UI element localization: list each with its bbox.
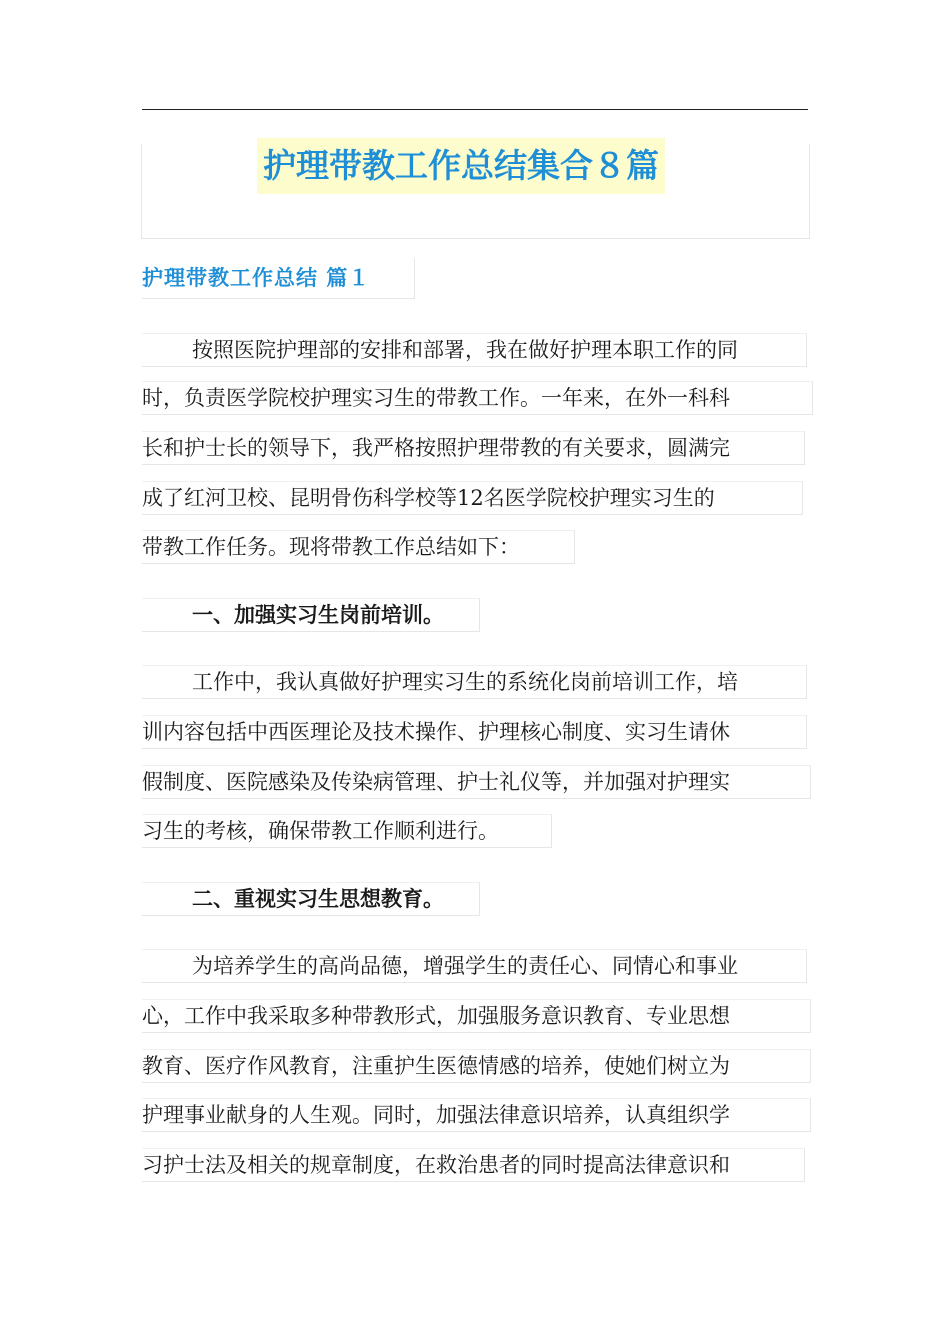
paragraph-line: 护理事业献身的人生观。同时，加强法律意识培养，认真组织学 xyxy=(142,1098,811,1132)
paragraph-line: 按照医院护理部的安排和部署，我在做好护理本职工作的同 xyxy=(142,333,807,367)
paragraph-line: 习生的考核，确保带教工作顺利进行。 xyxy=(142,814,552,848)
top-rule xyxy=(142,109,808,110)
paragraph-line: 训内容包括中西医理论及技术操作、护理核心制度、实习生请休 xyxy=(142,715,807,749)
paragraph-line: 教育、医疗作风教育，注重护生医德情感的培养，使她们树立为 xyxy=(142,1049,811,1083)
paragraph-line: 成了红河卫校、昆明骨伤科学校等12名医学院校护理实习生的 xyxy=(142,481,803,515)
paragraph-line: 为培养学生的高尚品德，增强学生的责任心、同情心和事业 xyxy=(142,949,807,983)
paragraph-line: 假制度、医院感染及传染病管理、护士礼仪等，并加强对护理实 xyxy=(142,765,811,799)
section-heading: 一、加强实习生岗前培训。 xyxy=(142,598,480,632)
paragraph-line: 带教工作任务。现将带教工作总结如下： xyxy=(142,530,575,564)
document-title: 护理带教工作总结集合８篇 xyxy=(257,138,665,194)
section-heading: 二、重视实习生思想教育。 xyxy=(142,882,480,916)
paragraph-line: 时，负责医学院校护理实习生的带教工作。一年来，在外一科科 xyxy=(142,381,813,415)
paragraph-line: 工作中，我认真做好护理实习生的系统化岗前培训工作，培 xyxy=(142,665,807,699)
paragraph-line: 长和护士长的领导下，我严格按照护理带教的有关要求，圆满完 xyxy=(142,431,805,465)
paragraph-line: 习护士法及相关的规章制度，在救治患者的同时提高法律意识和 xyxy=(142,1148,805,1182)
section-title: 护理带教工作总结 篇１ xyxy=(142,258,415,299)
paragraph-line: 心，工作中我采取多种带教形式，加强服务意识教育、专业思想 xyxy=(142,999,811,1033)
